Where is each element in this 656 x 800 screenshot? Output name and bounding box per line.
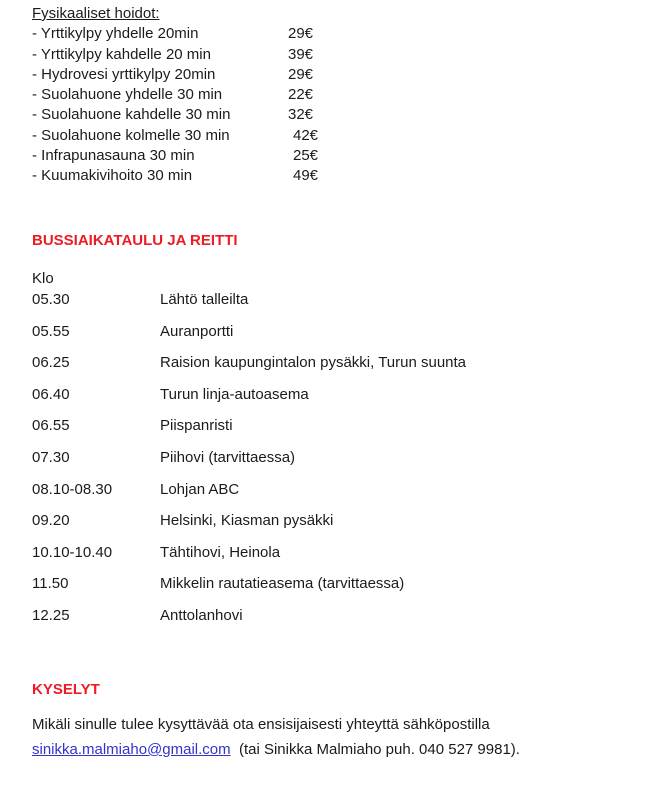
time-column-label: Klo (32, 270, 54, 287)
bus-row (32, 544, 646, 576)
bus-row (32, 354, 646, 386)
bus-stop: Mikkelin rautatieasema (tarvittaessa) (160, 575, 405, 593)
treatment-row (32, 24, 636, 44)
bus-time: 05.30 (32, 291, 70, 308)
bus-stop: Lähtö talleilta (160, 291, 249, 308)
bus-time: 05.55 (32, 322, 70, 340)
treatment-label: - Infrapunasauna 30 min (32, 147, 195, 165)
treatment-row (32, 65, 636, 85)
treatment-row (32, 85, 636, 105)
bus-row (32, 323, 646, 355)
treatment-label: - Kuumakivihoito 30 min (32, 167, 193, 185)
bus-row (32, 417, 646, 449)
email-link[interactable]: sinikka.malmiaho@gmail.com (32, 741, 231, 758)
bus-time: 06.40 (32, 385, 70, 403)
bus-schedule-heading: BUSSIAIKATAULU JA REITTI (32, 232, 238, 249)
bus-stop: Anttolanhovi (160, 606, 243, 624)
bus-stop: Helsinki, Kiasman pysäkki (160, 512, 334, 530)
bus-time: 06.55 (32, 417, 70, 435)
bus-stop: Turun linja-autoasema (160, 385, 309, 403)
treatment-price: 29€ (288, 25, 314, 43)
treatment-label: - Yrttikylpy kahdelle 20 min (32, 45, 211, 63)
treatment-price: 39€ (288, 45, 314, 63)
bus-stop: Piihovi (tarvittaessa) (160, 448, 296, 466)
inquiries-heading: KYSELYT (32, 681, 100, 698)
bus-schedule-table (32, 291, 646, 639)
bus-time: 11.50 (32, 575, 69, 593)
contact-paragraph (32, 712, 636, 762)
treatment-row (32, 126, 636, 146)
treatment-price: 22€ (288, 86, 314, 104)
bus-time: 09.20 (32, 512, 70, 530)
treatment-row (32, 105, 636, 125)
bus-time: 10.10-10.40 (32, 543, 113, 561)
bus-stop: Auranportti (160, 322, 234, 340)
contact-text-line1: Mikäli sinulle tulee kysyttävää ota ensisijaisesti yhteyttä sähköpostilla (32, 716, 490, 733)
treatment-row (32, 146, 636, 166)
bus-stop: Piispanristi (160, 417, 233, 435)
treatment-price: 29€ (288, 65, 314, 83)
treatment-label: - Suolahuone yhdelle 30 min (32, 86, 223, 104)
bus-time: 07.30 (32, 448, 70, 466)
bus-row (32, 607, 646, 639)
treatments-heading: Fysikaaliset hoidot: (32, 5, 160, 22)
treatment-label: - Yrttikylpy yhdelle 20min (32, 25, 199, 43)
treatment-price: 32€ (288, 106, 314, 124)
bus-row (32, 512, 646, 544)
bus-row (32, 291, 646, 323)
treatment-label: - Suolahuone kahdelle 30 min (32, 106, 231, 124)
bus-time: 08.10-08.30 (32, 480, 113, 498)
treatment-price: 25€ (293, 147, 319, 165)
bus-row (32, 386, 646, 418)
contact-text-line2: (tai Sinikka Malmiaho puh. 040 527 9981). (230, 741, 520, 758)
treatment-price: 49€ (293, 167, 319, 185)
bus-stop: Raision kaupungintalon pysäkki, Turun suunta (160, 354, 467, 372)
treatments-section (32, 4, 636, 187)
bus-stop: Tähtihovi, Heinola (160, 543, 281, 561)
bus-row (32, 575, 646, 607)
bus-time: 12.25 (32, 606, 70, 624)
treatment-label: - Suolahuone kolmelle 30 min (32, 126, 230, 144)
treatment-row (32, 166, 636, 186)
treatments-list (32, 24, 636, 186)
bus-time: 06.25 (32, 354, 70, 372)
treatment-row (32, 45, 636, 65)
bus-row (32, 481, 646, 513)
bus-stop: Lohjan ABC (160, 480, 240, 498)
bus-row (32, 449, 646, 481)
treatment-label: - Hydrovesi yrttikylpy 20min (32, 65, 216, 83)
treatment-price: 42€ (293, 126, 319, 144)
